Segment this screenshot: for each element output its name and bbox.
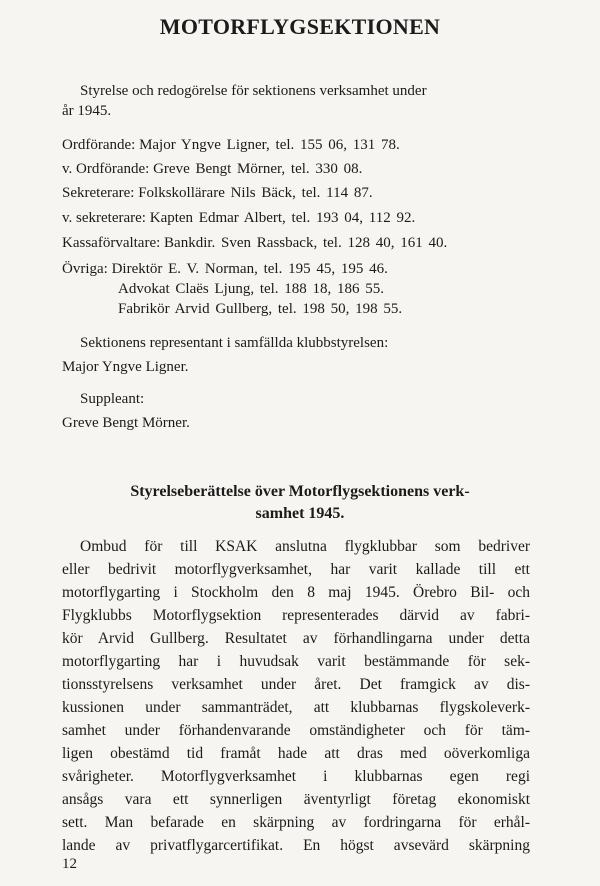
board-role: v. Ordförande:: [62, 161, 150, 177]
board-row: [62, 234, 447, 252]
report-line: ligen obestämd tid framåt hade att dras med oöverkomliga: [62, 745, 530, 762]
board-other-member: Advokat Claës Ljung, tel. 188 18, 186 55.: [118, 281, 385, 297]
report-line: motorflygarting i Stockholm den 8 maj 1945. Örebro Bil- och: [62, 584, 530, 601]
board-other-member: Fabrikör Arvid Gullberg, tel. 198 50, 198 55.: [118, 301, 403, 317]
board-role: Kassaförvaltare:: [62, 235, 161, 251]
board-member: Greve Bengt Mörner, tel. 330 08.: [153, 161, 363, 177]
intro-line-2: år 1945.: [62, 103, 112, 119]
intro-line-1: Styrelse och redogörelse för sektionens verksamhet under: [80, 83, 427, 99]
deputy-name: Greve Bengt Mörner.: [62, 415, 190, 431]
board-row: [62, 160, 362, 178]
page-title: MOTORFLYGSEKTIONEN: [159, 14, 441, 39]
report-line: motorflygarting har i huvudsak varit bestämmande för sek-: [62, 653, 530, 670]
report-line: kör Arvid Gullberg. Resultatet av förhandlingarna under detta: [62, 630, 530, 647]
board-member: Folkskollärare Nils Bäck, tel. 114 87.: [138, 185, 373, 201]
board-member: Bankdir. Sven Rassback, tel. 128 40, 161 40.: [164, 235, 448, 251]
deputy-label: Suppleant:: [80, 391, 145, 407]
board-member: Direktör E. V. Norman, tel. 195 45, 195 46.: [111, 261, 388, 277]
board-role: v. sekreterare:: [62, 210, 146, 226]
report-line: sett. Man befarade en skärpning av fordringarna för erhål-: [62, 814, 530, 831]
board-role: Övriga:: [62, 261, 108, 277]
board-row: [62, 184, 373, 202]
report-line: kussionen under sammanträdet, att klubbarnas flygskoleverk-: [62, 699, 530, 716]
report-line: tionsstyrelsens verksamhet under året. Det framgick av dis-: [62, 676, 530, 693]
board-row: [62, 136, 400, 154]
board-member: Kapten Edmar Albert, tel. 193 04, 112 92.: [149, 210, 416, 226]
report-line: lande av privatflygarcertifikat. En högst avsevärd skärpning: [62, 837, 530, 854]
report-line: Ombud för till KSAK anslutna flygklubbar som bedriver: [80, 538, 530, 555]
report-heading-line-2: samhet 1945.: [255, 505, 345, 522]
board-row: [62, 260, 388, 278]
report-line: eller bedrivit motorflygverksamhet, har varit kallade till ett: [62, 561, 530, 578]
report-line: svårigheter. Motorflygverksamhet i klubbarnas egen regi: [62, 768, 530, 785]
report-line: samhet under förhandenvarande omständigheter och för täm-: [62, 722, 530, 739]
report-heading-line-1: Styrelseberättelse över Motorflygsektionens verk-: [130, 483, 470, 500]
report-line: ansågs vara ett synnerligen äventyrligt företag ekonomiskt: [62, 791, 530, 808]
board-row: [62, 209, 415, 227]
board-member: Major Yngve Ligner, tel. 155 06, 131 78.: [139, 137, 400, 153]
report-line: Flygklubbs Motorflygsektion representerades därvid av fabri-: [62, 607, 530, 624]
board-role: Ordförande:: [62, 137, 136, 153]
page-number: 12: [62, 856, 77, 872]
board-role: Sekreterare:: [62, 185, 135, 201]
representative-label: Sektionens representant i samfällda klubbstyrelsen:: [80, 335, 389, 351]
representative-name: Major Yngve Ligner.: [62, 359, 189, 375]
